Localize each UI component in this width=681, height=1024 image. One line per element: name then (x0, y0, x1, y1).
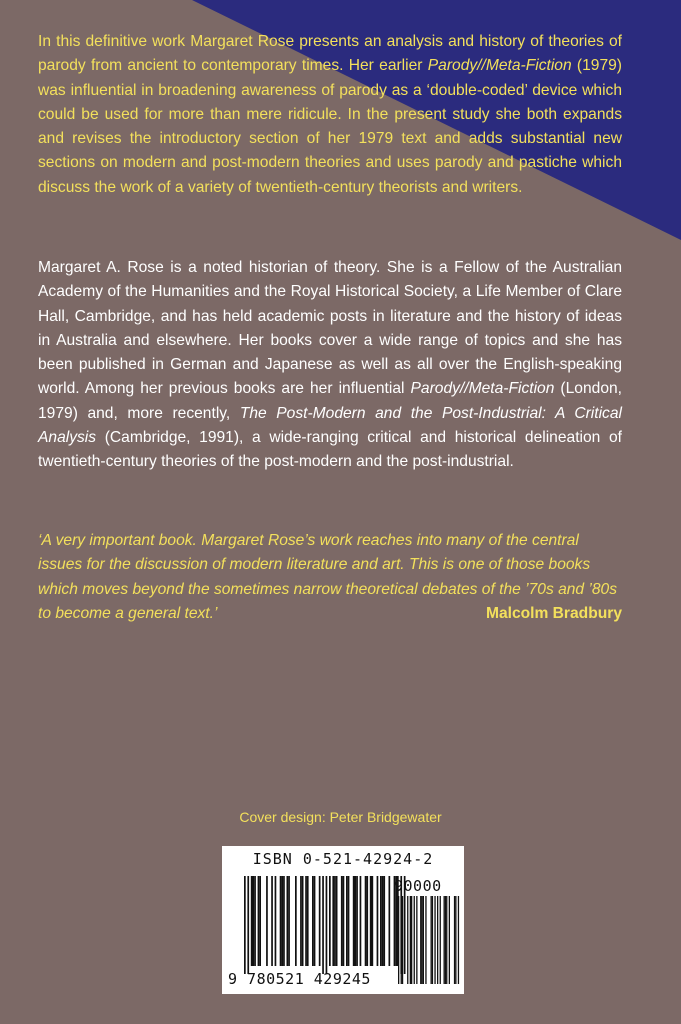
addon-bar (431, 896, 432, 984)
author-bio-paragraph (38, 256, 622, 475)
addon-bar (421, 896, 422, 984)
quote-text: ‘A very important book. Margaret Rose’s work reaches into many of the central issues for the discussion of modern literature and art. This is one of those books which moves beyond the sometimes narrow theoretical debates of the ’70s and ’80s to become a general text.’ (38, 532, 618, 622)
barcode-bar (287, 876, 289, 966)
barcode-bar (382, 876, 384, 966)
barcode-bar (341, 876, 343, 966)
barcode-bar (334, 876, 336, 966)
ean-digits: 9 780521 429245 (228, 970, 371, 988)
barcode-bar (288, 876, 290, 966)
barcode-bar (259, 876, 261, 966)
addon-bar (455, 896, 456, 984)
addon-bar (401, 896, 402, 984)
addon-bar (407, 896, 408, 984)
addon-bar (432, 896, 433, 984)
barcode-bar (253, 876, 255, 966)
text-run: (Cambridge, 1991), a wide-ranging critical and historical delineation of twentieth-century theories of the post-modern and the post-industrial. (38, 429, 622, 471)
barcode-bar (302, 876, 304, 966)
addon-bar (410, 896, 411, 984)
text-run: (London, 1979) and, more recently, (38, 380, 622, 422)
barcode-bar (348, 876, 350, 966)
barcode-bar (283, 876, 285, 966)
addon-bar (420, 896, 421, 984)
review-quote (38, 529, 622, 626)
barcode-label (222, 846, 464, 994)
barcode-bar (314, 876, 316, 966)
barcode-bar (251, 876, 253, 966)
barcode-bar (319, 876, 321, 966)
addon-bar (449, 896, 450, 984)
barcode-bar (326, 876, 328, 974)
barcode-bar (356, 876, 358, 966)
addon-bar (440, 896, 441, 984)
addon-digits: 90000 (394, 877, 442, 895)
barcode-bar (336, 876, 338, 966)
addon-bar (454, 896, 455, 984)
quote-author: Malcolm Bradbury (485, 604, 622, 622)
addon-bar (445, 896, 446, 984)
book-title: Parody//Meta-Fiction (410, 380, 555, 398)
barcode-bar (305, 876, 307, 966)
barcode-bar (346, 876, 348, 966)
addon-bar (458, 896, 459, 984)
barcode-bar (275, 876, 277, 966)
book-title: Parody//Meta-Fiction (427, 57, 572, 75)
barcode-bar (307, 876, 309, 966)
barcode-bar (355, 876, 357, 966)
addon-bar (411, 896, 412, 984)
barcode-bar (295, 876, 297, 966)
addon-bar (398, 896, 399, 984)
barcode-bar (370, 876, 372, 966)
barcode-bar (353, 876, 355, 966)
barcode-bar (300, 876, 302, 966)
barcode-bar (360, 876, 362, 966)
text-run: (1979) was influential in broadening awareness of parody as a ‘double-coded’ device which could be used for more than mere ridicule. In the present study she both expands and revises the introductory section of her 1979 text and adds substantial new sections on modern and post-modern theories and uses parody and pastiche which discuss the work of a variety of twentieth-century theorists and writers. (38, 57, 622, 196)
text-run: In this definitive work Margaret Rose presents an analysis and history of theories of parody from ancient to contemporary times. Her earlier (38, 33, 622, 75)
addon-bar (446, 896, 447, 984)
addon-bar (434, 896, 435, 984)
barcode-bar (244, 876, 246, 974)
barcode-bar (322, 876, 324, 974)
text-run: Margaret A. Rose is a noted historian of theory. She is a Fellow of the Australian Academy of the Humanities and the Royal Historical Society, a Life Member of Clare Hall, Cambridge, and has held academic posts in literature and the history of ideas in Australia and elsewhere. Her books cover a wide range of topics and she has been published in German and Japanese as well as all over the English-speaking world. Among her previous books are her influential (38, 259, 622, 398)
cover-design-credit: Cover design: Peter Bridgewater (239, 809, 442, 825)
barcode-bar (383, 876, 385, 966)
barcode-bar (280, 876, 282, 966)
blurb-paragraph (38, 30, 622, 200)
barcode-bar (281, 876, 283, 966)
barcode-bar (258, 876, 260, 966)
barcode-bar (389, 876, 391, 966)
barcode-bar (271, 876, 273, 966)
barcode-bar (365, 876, 367, 966)
barcode-bar (247, 876, 249, 974)
addon-bar (414, 896, 415, 984)
book-title: The Post-Modern and the Post-Industrial: A Critical Analysis (38, 404, 622, 447)
barcode-bar (343, 876, 345, 966)
barcode-bar (372, 876, 374, 966)
barcode-bar (329, 876, 331, 966)
isbn-text: ISBN 0-521-42924-2 (252, 850, 434, 868)
addon-bar (444, 896, 445, 984)
barcode-bar (254, 876, 256, 966)
barcode-bar (377, 876, 379, 966)
barcode-bar (366, 876, 368, 966)
addon-bar (437, 896, 438, 984)
addon-bar (402, 896, 403, 984)
barcode-bar (380, 876, 382, 966)
barcode-bar (332, 876, 334, 966)
barcode-bar (312, 876, 314, 966)
barcode-bar (266, 876, 268, 966)
addon-bar (425, 896, 426, 984)
addon-bar (416, 896, 417, 984)
addon-bar (423, 896, 424, 984)
